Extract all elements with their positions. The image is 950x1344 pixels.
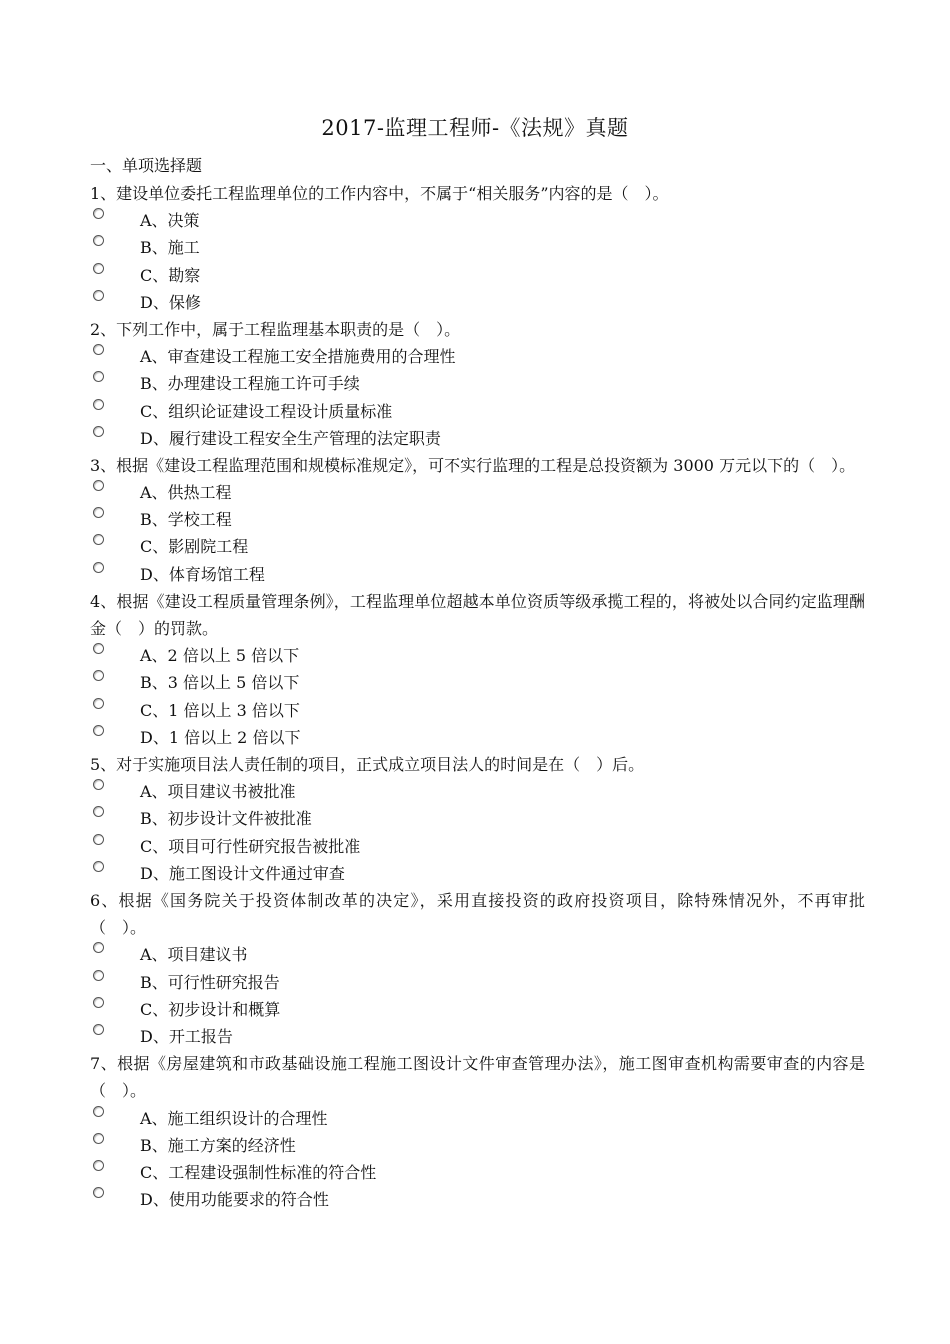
radio-button-icon[interactable]	[93, 399, 104, 410]
question-1	[90, 180, 870, 316]
radio-button-icon[interactable]	[93, 290, 104, 301]
radio-button-icon[interactable]	[93, 344, 104, 355]
answer-option[interactable]	[90, 969, 870, 996]
answer-option[interactable]	[90, 398, 870, 425]
answer-option[interactable]	[90, 533, 870, 560]
question-stem: 5、对于实施项目法人责任制的项目，正式成立项目法人的时间是在（ ）后。	[90, 755, 645, 775]
question-4	[90, 588, 870, 751]
option-label: C、组织论证建设工程设计质量标准	[140, 401, 393, 421]
radio-button-icon[interactable]	[93, 263, 104, 274]
question-5	[90, 751, 870, 887]
answer-option[interactable]	[90, 860, 870, 887]
option-label: C、工程建设强制性标准的符合性	[140, 1162, 377, 1182]
question-stem: 7、根据《房屋建筑和市政基础设施工程施工图设计文件审查管理办法》，施工图审查机构需要审查的内容是（ ）。	[90, 1054, 865, 1101]
radio-button-icon[interactable]	[93, 643, 104, 654]
radio-button-icon[interactable]	[93, 806, 104, 817]
question-3	[90, 452, 870, 588]
radio-button-icon[interactable]	[93, 1133, 104, 1144]
radio-button-icon[interactable]	[93, 1106, 104, 1117]
radio-button-icon[interactable]	[93, 562, 104, 573]
answer-option[interactable]	[90, 1023, 870, 1050]
answer-option[interactable]	[90, 724, 870, 751]
question-list	[90, 180, 870, 1213]
document-title: 2017-监理工程师-《法规》真题	[321, 116, 629, 140]
option-label: A、施工组织设计的合理性	[140, 1108, 328, 1128]
answer-option[interactable]	[90, 262, 870, 289]
question-stem: 2、下列工作中，属于工程监理基本职责的是（ ）。	[90, 319, 461, 339]
question-stem: 3、根据《建设工程监理范围和规模标准规定》，可不实行监理的工程是总投资额为 3000 万元以下的（ ）。	[90, 455, 856, 475]
option-label: C、1 倍以上 3 倍以下	[140, 700, 300, 720]
radio-button-icon[interactable]	[93, 235, 104, 246]
answer-option[interactable]	[90, 207, 870, 234]
option-label: B、初步设计文件被批准	[140, 809, 312, 829]
answer-option[interactable]	[90, 833, 870, 860]
radio-button-icon[interactable]	[93, 970, 104, 981]
question-stem: 6、根据《国务院关于投资体制改革的决定》，采用直接投资的政府投资项目，除特殊情况外，不再审批（ ）。	[90, 890, 865, 938]
question-2	[90, 316, 870, 452]
radio-button-icon[interactable]	[93, 698, 104, 709]
radio-button-icon[interactable]	[93, 507, 104, 518]
answer-option[interactable]	[90, 1159, 870, 1186]
option-label: D、履行建设工程安全生产管理的法定职责	[140, 428, 441, 448]
option-label: B、可行性研究报告	[140, 972, 280, 992]
option-label: A、2 倍以上 5 倍以下	[140, 646, 300, 666]
option-label: B、办理建设工程施工许可手续	[140, 374, 360, 394]
answer-option[interactable]	[90, 642, 870, 669]
answer-option[interactable]	[90, 479, 870, 506]
option-label: D、保修	[140, 292, 201, 312]
option-label: A、项目建议书被批准	[140, 782, 296, 802]
radio-button-icon[interactable]	[93, 997, 104, 1008]
section-heading: 一、单项选择题	[90, 156, 203, 175]
answer-option[interactable]	[90, 1132, 870, 1159]
question-stem: 1、建设单位委托工程监理单位的工作内容中，不属于“相关服务”内容的是（ ）。	[90, 184, 669, 203]
radio-button-icon[interactable]	[93, 779, 104, 790]
option-label: A、项目建议书	[140, 945, 248, 965]
option-label: C、初步设计和概算	[140, 999, 281, 1019]
answer-option[interactable]	[90, 805, 870, 832]
answer-option[interactable]	[90, 996, 870, 1023]
radio-button-icon[interactable]	[93, 834, 104, 845]
answer-option[interactable]	[90, 1105, 870, 1132]
option-label: D、1 倍以上 2 倍以下	[140, 727, 301, 747]
option-label: D、施工图设计文件通过审查	[140, 863, 345, 883]
radio-button-icon[interactable]	[93, 534, 104, 545]
option-label: A、审查建设工程施工安全措施费用的合理性	[140, 347, 456, 367]
option-label: C、项目可行性研究报告被批准	[140, 836, 361, 856]
option-label: B、3 倍以上 5 倍以下	[140, 673, 300, 693]
option-label: D、体育场馆工程	[140, 564, 265, 584]
radio-button-icon[interactable]	[93, 1187, 104, 1198]
option-label: A、决策	[140, 211, 200, 231]
question-6	[90, 887, 870, 1050]
question-stem: 4、根据《建设工程质量管理条例》，工程监理单位超越本单位资质等级承揽工程的，将被处以合同约定监理酬金（ ）的罚款。	[90, 591, 865, 639]
option-label: B、学校工程	[140, 510, 232, 530]
answer-option[interactable]	[90, 778, 870, 805]
question-7	[90, 1050, 870, 1213]
answer-option[interactable]	[90, 1186, 870, 1213]
option-label: A、供热工程	[140, 483, 232, 503]
option-label: C、影剧院工程	[140, 537, 249, 557]
radio-button-icon[interactable]	[93, 1024, 104, 1035]
answer-option[interactable]	[90, 234, 870, 261]
radio-button-icon[interactable]	[93, 670, 104, 681]
radio-button-icon[interactable]	[93, 208, 104, 219]
answer-option[interactable]	[90, 425, 870, 452]
answer-option[interactable]	[90, 561, 870, 588]
option-label: D、使用功能要求的符合性	[140, 1190, 329, 1210]
answer-option[interactable]	[90, 289, 870, 316]
answer-option[interactable]	[90, 941, 870, 968]
radio-button-icon[interactable]	[93, 861, 104, 872]
answer-option[interactable]	[90, 370, 870, 397]
radio-button-icon[interactable]	[93, 426, 104, 437]
option-label: D、开工报告	[140, 1026, 233, 1046]
option-label: C、勘察	[140, 265, 201, 285]
answer-option[interactable]	[90, 697, 870, 724]
radio-button-icon[interactable]	[93, 725, 104, 736]
radio-button-icon[interactable]	[93, 942, 104, 953]
radio-button-icon[interactable]	[93, 1160, 104, 1171]
answer-option[interactable]	[90, 669, 870, 696]
option-label: B、施工	[140, 238, 200, 258]
radio-button-icon[interactable]	[93, 480, 104, 491]
radio-button-icon[interactable]	[93, 371, 104, 382]
answer-option[interactable]	[90, 343, 870, 370]
answer-option[interactable]	[90, 506, 870, 533]
option-label: B、施工方案的经济性	[140, 1135, 296, 1155]
